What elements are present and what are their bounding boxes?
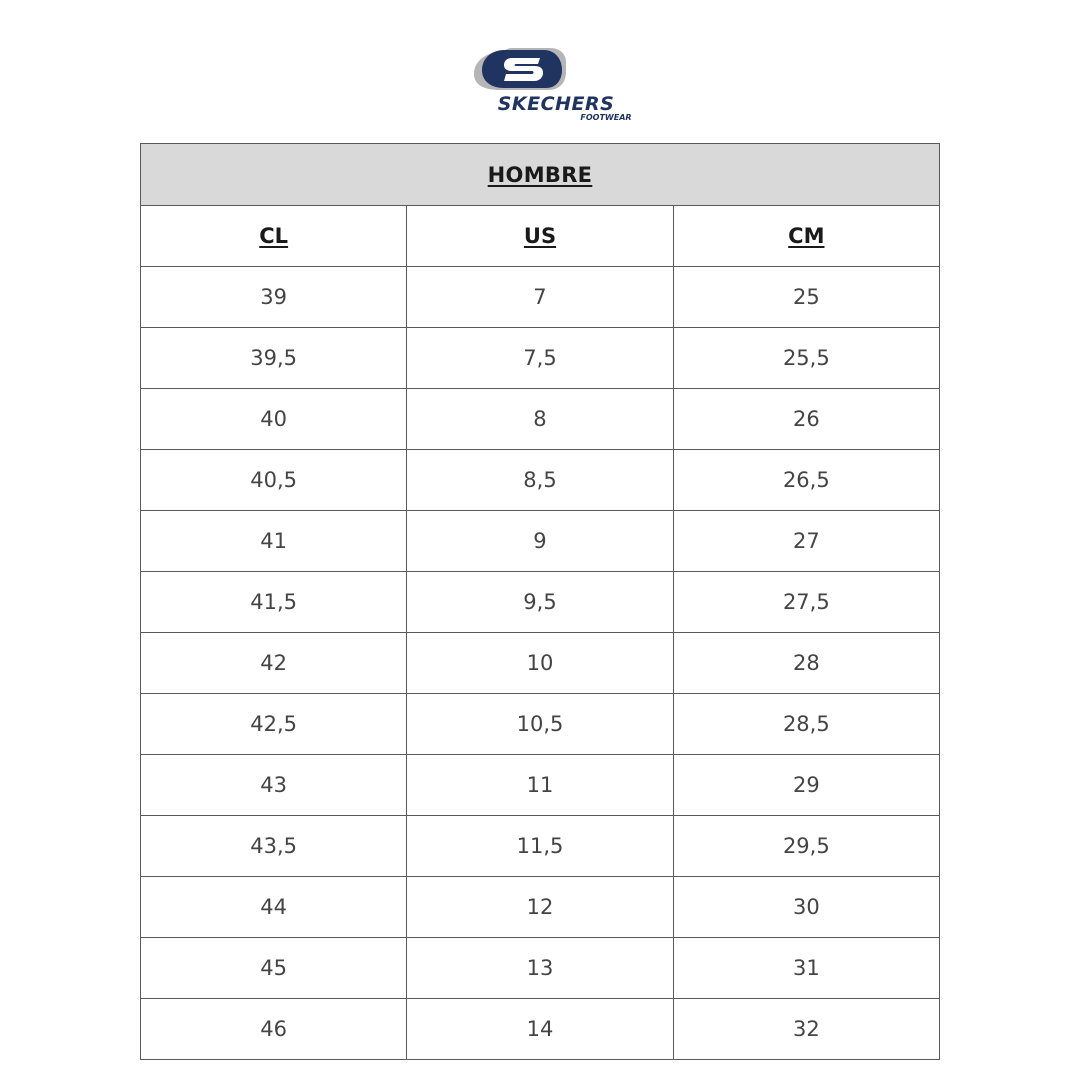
cell-us: 7 bbox=[407, 267, 673, 328]
size-chart-table bbox=[140, 143, 940, 1060]
cell-cm: 30 bbox=[673, 877, 939, 938]
table-row bbox=[141, 328, 940, 389]
table-row bbox=[141, 450, 940, 511]
cell-cm: 25 bbox=[673, 267, 939, 328]
cell-cl: 41,5 bbox=[141, 572, 407, 633]
cell-cm: 26 bbox=[673, 389, 939, 450]
cell-us: 9 bbox=[407, 511, 673, 572]
table-row bbox=[141, 389, 940, 450]
table-row bbox=[141, 877, 940, 938]
cell-cm: 27 bbox=[673, 511, 939, 572]
table-row bbox=[141, 511, 940, 572]
table-row bbox=[141, 755, 940, 816]
cell-cm: 29 bbox=[673, 755, 939, 816]
skechers-logo-icon bbox=[470, 44, 640, 124]
column-header-cm: CM bbox=[673, 206, 939, 267]
cell-cl: 41 bbox=[141, 511, 407, 572]
svg-text:SKECHERS: SKECHERS bbox=[497, 93, 615, 115]
svg-text:FOOTWEAR: FOOTWEAR bbox=[580, 113, 632, 122]
cell-cm: 29,5 bbox=[673, 816, 939, 877]
cell-cl: 43 bbox=[141, 755, 407, 816]
cell-cl: 45 bbox=[141, 938, 407, 999]
table-row bbox=[141, 938, 940, 999]
cell-cl: 44 bbox=[141, 877, 407, 938]
table-title-row bbox=[141, 144, 940, 206]
table-title: HOMBRE bbox=[141, 144, 940, 206]
cell-cm: 32 bbox=[673, 999, 939, 1060]
table-row bbox=[141, 633, 940, 694]
cell-cm: 28,5 bbox=[673, 694, 939, 755]
cell-us: 10,5 bbox=[407, 694, 673, 755]
cell-cl: 40,5 bbox=[141, 450, 407, 511]
table-row bbox=[141, 999, 940, 1060]
cell-cl: 42 bbox=[141, 633, 407, 694]
column-header-us: US bbox=[407, 206, 673, 267]
cell-us: 13 bbox=[407, 938, 673, 999]
cell-cl: 43,5 bbox=[141, 816, 407, 877]
skechers-logo bbox=[470, 44, 640, 124]
cell-cl: 40 bbox=[141, 389, 407, 450]
cell-us: 14 bbox=[407, 999, 673, 1060]
column-header-cl: CL bbox=[141, 206, 407, 267]
table-row bbox=[141, 267, 940, 328]
cell-cm: 28 bbox=[673, 633, 939, 694]
table-row bbox=[141, 572, 940, 633]
cell-us: 11,5 bbox=[407, 816, 673, 877]
table-row bbox=[141, 816, 940, 877]
cell-us: 8 bbox=[407, 389, 673, 450]
cell-us: 7,5 bbox=[407, 328, 673, 389]
cell-us: 9,5 bbox=[407, 572, 673, 633]
cell-cl: 39,5 bbox=[141, 328, 407, 389]
cell-cl: 39 bbox=[141, 267, 407, 328]
cell-cl: 46 bbox=[141, 999, 407, 1060]
table-row bbox=[141, 694, 940, 755]
cell-us: 12 bbox=[407, 877, 673, 938]
cell-cm: 25,5 bbox=[673, 328, 939, 389]
cell-cm: 26,5 bbox=[673, 450, 939, 511]
table-header-row bbox=[141, 206, 940, 267]
cell-cm: 31 bbox=[673, 938, 939, 999]
cell-cl: 42,5 bbox=[141, 694, 407, 755]
cell-us: 8,5 bbox=[407, 450, 673, 511]
cell-cm: 27,5 bbox=[673, 572, 939, 633]
cell-us: 11 bbox=[407, 755, 673, 816]
cell-us: 10 bbox=[407, 633, 673, 694]
